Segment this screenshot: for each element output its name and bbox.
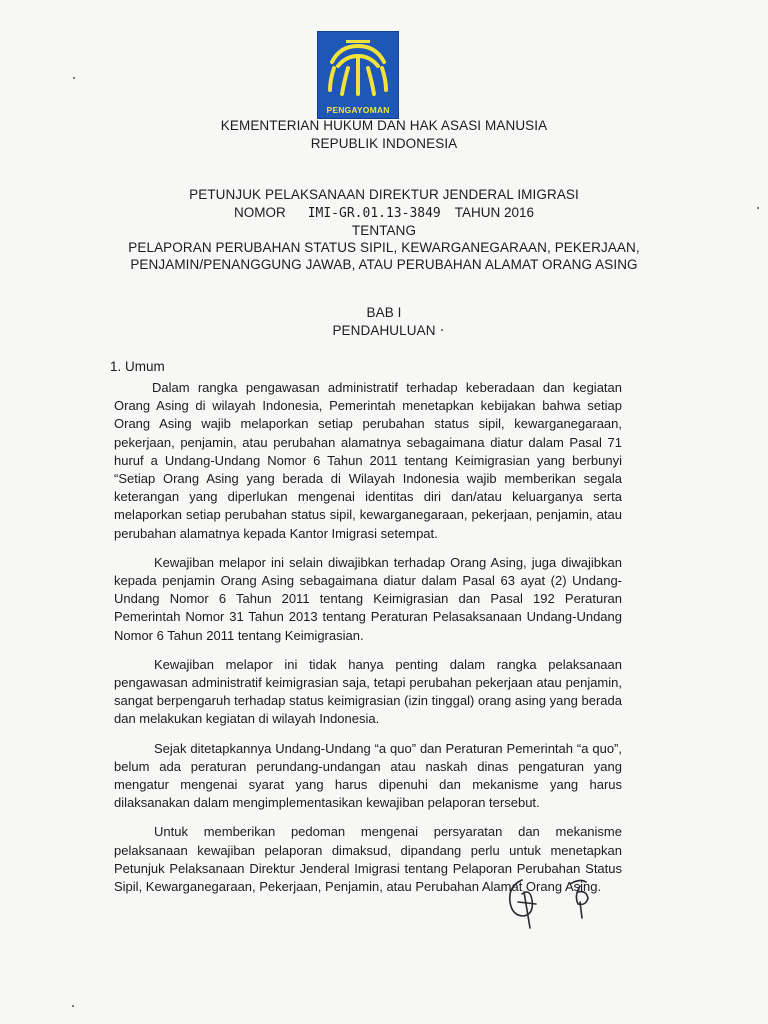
initials-signature bbox=[500, 872, 610, 932]
section-title: Umum bbox=[125, 359, 165, 374]
section-number: 1. bbox=[110, 359, 122, 374]
chapter-number: BAB I bbox=[366, 305, 402, 320]
tahun-label: TAHUN 2016 bbox=[454, 205, 535, 220]
paragraph: Dalam rangka pengawasan administratif terhadap keberadaan dan kegiatan Orang Asing di wilayah Indonesia, Pemerintah menetapkan kebijakan bahwa setiap Orang Asing wajib melaporkan setiap perubahan status sipil, kewarganegaraan, pekerjaan, penjamin, atau perubahan alamatnya sebagaimana diatur dalam Pasal 71 huruf a Undang-Undang Nomor 6 Tahun 2011 tentang Keimigrasian yang berbunyi “Setiap Orang Asing yang berada di Wilayah Indonesia wajib memberikan segala keterangan yang diperlukan mengenai identitas diri dan/atau keluarganya serta melaporkan setiap perubahan status sipil, kewarganegaraan, pekerjaan, penjamin, atau perubahan alamatnya kepada Kantor Imigrasi setempat. bbox=[114, 380, 622, 541]
logo-label: PENGAYOMAN bbox=[326, 105, 390, 115]
paragraph: Kewajiban melapor ini tidak hanya penting dalam rangka pelaksanaan pengawasan administratif keimigrasian saja, tetapi perubahan pekerjaan atau penjamin, sangat berpengaruh terhadap status keimigrasian (izin tinggal) orang asing yang berada dan melakukan kegiatan di wilayah Indonesia. bbox=[114, 656, 622, 727]
ministry-name: KEMENTERIAN HUKUM DAN HAK ASASI MANUSIA bbox=[220, 118, 548, 133]
paragraph: Kewajiban melapor ini selain diwajibkan terhadap Orang Asing, juga diwajibkan kepada penjamin Orang Asing sebagaimana diatur dalam Pasal 63 ayat (2) Undang-Undang Nomor 6 Tahun 2011 tentang Keimigrasian dan Pasal 192 Peraturan Pemerintah Nomor 31 Tahun 2013 tentang Peraturan Pelasaksanaan Undang-Undang Nomor 6 Tahun 2011 tentang Keimigrasian. bbox=[114, 554, 622, 643]
nomor-value: IMI-GR.01.13-3849 bbox=[307, 206, 441, 221]
paragraph: Untuk memberikan pedoman mengenai persyaratan dan mekanisme pelaksanaan kewajiban pelaporan dimaksud, dipandang perlu untuk menetapkan Petunjuk Pelaksanaan Direktur Jenderal Imigrasi tentang Pelaporan Perubahan Status Sipil, Kewarganegaraan, Pekerjaan, Penjamin, atau Perubahan Alamat Orang Asing. bbox=[114, 824, 622, 895]
subject-line-2: PENJAMIN/PENANGGUNG JAWAB, ATAU PERUBAHAN ALAMAT ORANG ASING bbox=[130, 257, 638, 272]
subject-line-1: PELAPORAN PERUBAHAN STATUS SIPIL, KEWARGANEGARAAN, PEKERJAAN, bbox=[128, 240, 640, 255]
document-number-line bbox=[0, 205, 768, 221]
scan-speck bbox=[441, 329, 443, 331]
pengayoman-logo bbox=[317, 31, 399, 119]
section-heading bbox=[110, 359, 165, 374]
tentang-label: TENTANG bbox=[351, 223, 417, 238]
chapter-title: PENDAHULUAN bbox=[332, 323, 436, 338]
scan-speck bbox=[72, 1005, 74, 1007]
body-text bbox=[114, 379, 622, 907]
paragraph: Sejak ditetapkannya Undang-Undang “a quo” dan Peraturan Pemerintah “a quo”, belum ada peraturan perundang-undangan atau naskah dinas pengaturan yang mengatur mengenai syarat yang harus dipenuhi dan mekanisme yang harus dilaksanakan dalam mengimplementasikan kewajiban pelaporan tersebut. bbox=[114, 740, 622, 811]
scan-speck bbox=[757, 207, 759, 209]
country-name: REPUBLIK INDONESIA bbox=[310, 136, 458, 151]
document-title: PETUNJUK PELAKSANAAN DIREKTUR JENDERAL IMIGRASI bbox=[189, 187, 579, 202]
scan-speck bbox=[73, 77, 75, 79]
nomor-label: NOMOR bbox=[233, 205, 286, 220]
